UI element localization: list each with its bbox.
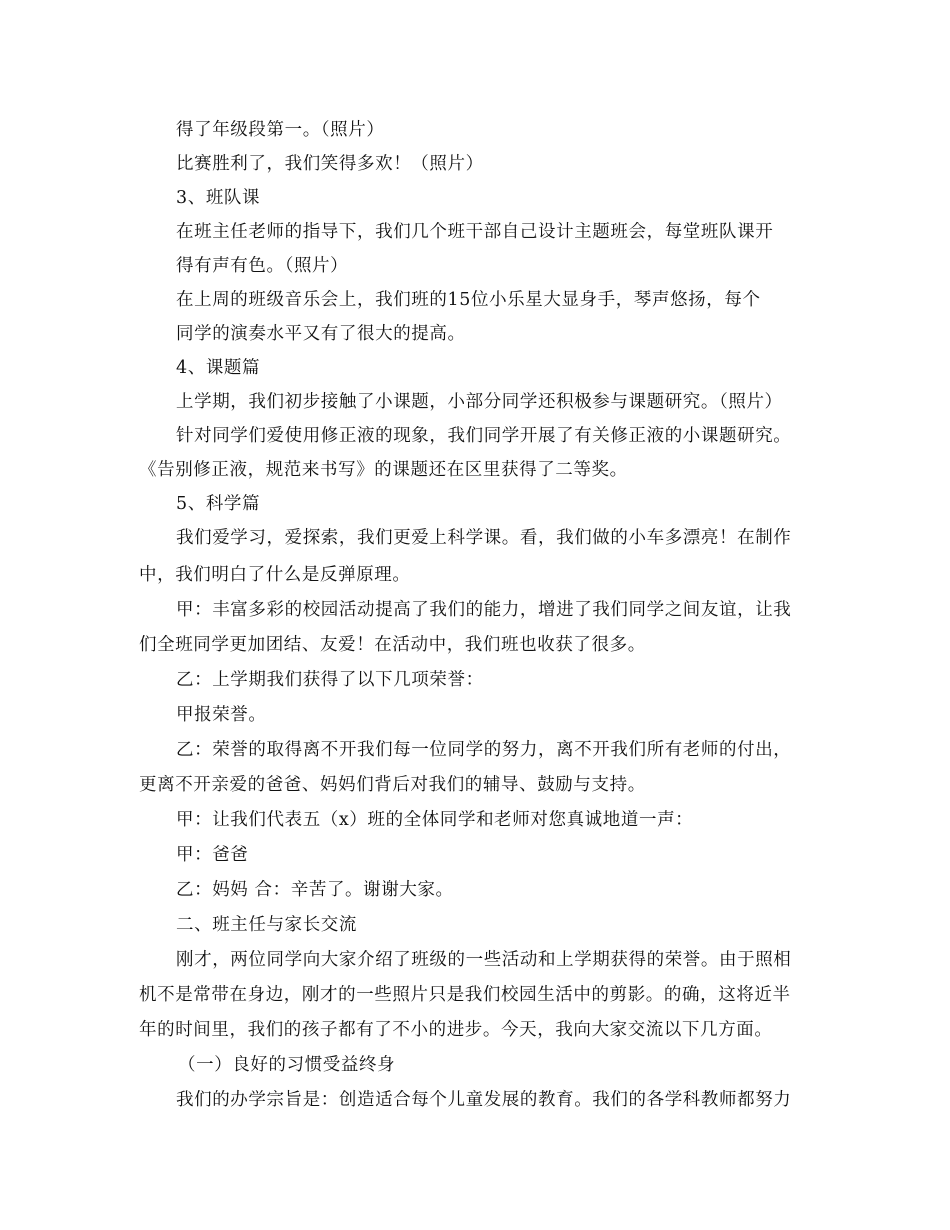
text-line: 得有声有色。（照片）: [176, 256, 349, 276]
text-line: 乙：上学期我们获得了以下几项荣誉：: [176, 670, 484, 690]
text-line: 甲：让我们代表五（x）班的全体同学和老师对您真诚地道一声：: [176, 810, 694, 830]
text-line: 我们的办学宗旨是：创造适合每个儿童发展的教育。我们的各学科教师都努力: [176, 1090, 792, 1110]
text-line: 得了年级段第一。（照片）: [176, 120, 385, 140]
text-line: 比赛胜利了，我们笑得多欢！（照片）: [176, 154, 484, 174]
section-heading: 二、班主任与家长交流: [176, 915, 357, 935]
text-line: 刚才，两位同学向大家介绍了班级的一些活动和上学期获得的荣誉。由于照相: [176, 950, 792, 970]
text-line: 我们爱学习，爱探索，我们更爱上科学课。看，我们做的小车多漂亮！在制作: [176, 528, 792, 548]
text-line: 《告别修正液，规范来书写》的课题还在区里获得了二等奖。: [139, 460, 628, 480]
text-line: 甲报荣誉。: [176, 705, 267, 725]
text-line: 乙：妈妈 合：辛苦了。谢谢大家。: [176, 880, 454, 900]
text-line: 上学期，我们初步接触了小课题，小部分同学还积极参与课题研究。（照片）: [176, 392, 783, 412]
text-line: 在上周的班级音乐会上，我们班的15位小乐星大显身手，琴声悠扬，每个: [176, 290, 761, 310]
text-line: 甲：丰富多彩的校园活动提高了我们的能力，增进了我们同学之间友谊，让我: [176, 600, 792, 620]
text-line: 在班主任老师的指导下，我们几个班干部自己设计主题班会，每堂班队课开: [176, 222, 774, 242]
text-line: 乙：荣誉的取得离不开我们每一位同学的努力，离不开我们所有老师的付出，: [176, 740, 792, 760]
text-line: 年的时间里，我们的孩子都有了不小的进步。今天，我向大家交流以下几方面。: [139, 1020, 773, 1040]
subsection-heading: （一）良好的习惯受益终身: [178, 1055, 396, 1075]
section-heading: 4、课题篇: [176, 358, 261, 378]
text-line: 同学的演奏水平又有了很大的提高。: [176, 324, 466, 344]
text-line: 甲：爸爸: [176, 845, 249, 865]
text-line: 中，我们明白了什么是反弹原理。: [139, 565, 411, 585]
section-heading: 5、科学篇: [176, 494, 261, 514]
text-line: 们全班同学更加团结、友爱！在活动中，我们班也收获了很多。: [139, 635, 646, 655]
text-line: 机不是常带在身边，刚才的一些照片只是我们校园生活中的剪影。的确，这将近半: [139, 985, 791, 1005]
text-line: 更离不开亲爱的爸爸、妈妈们背后对我们的辅导、鼓励与支持。: [139, 775, 646, 795]
text-line: 针对同学们爱使用修正液的现象，我们同学开展了有关修正液的小课题研究。: [176, 426, 792, 446]
section-heading: 3、班队课: [176, 188, 261, 208]
